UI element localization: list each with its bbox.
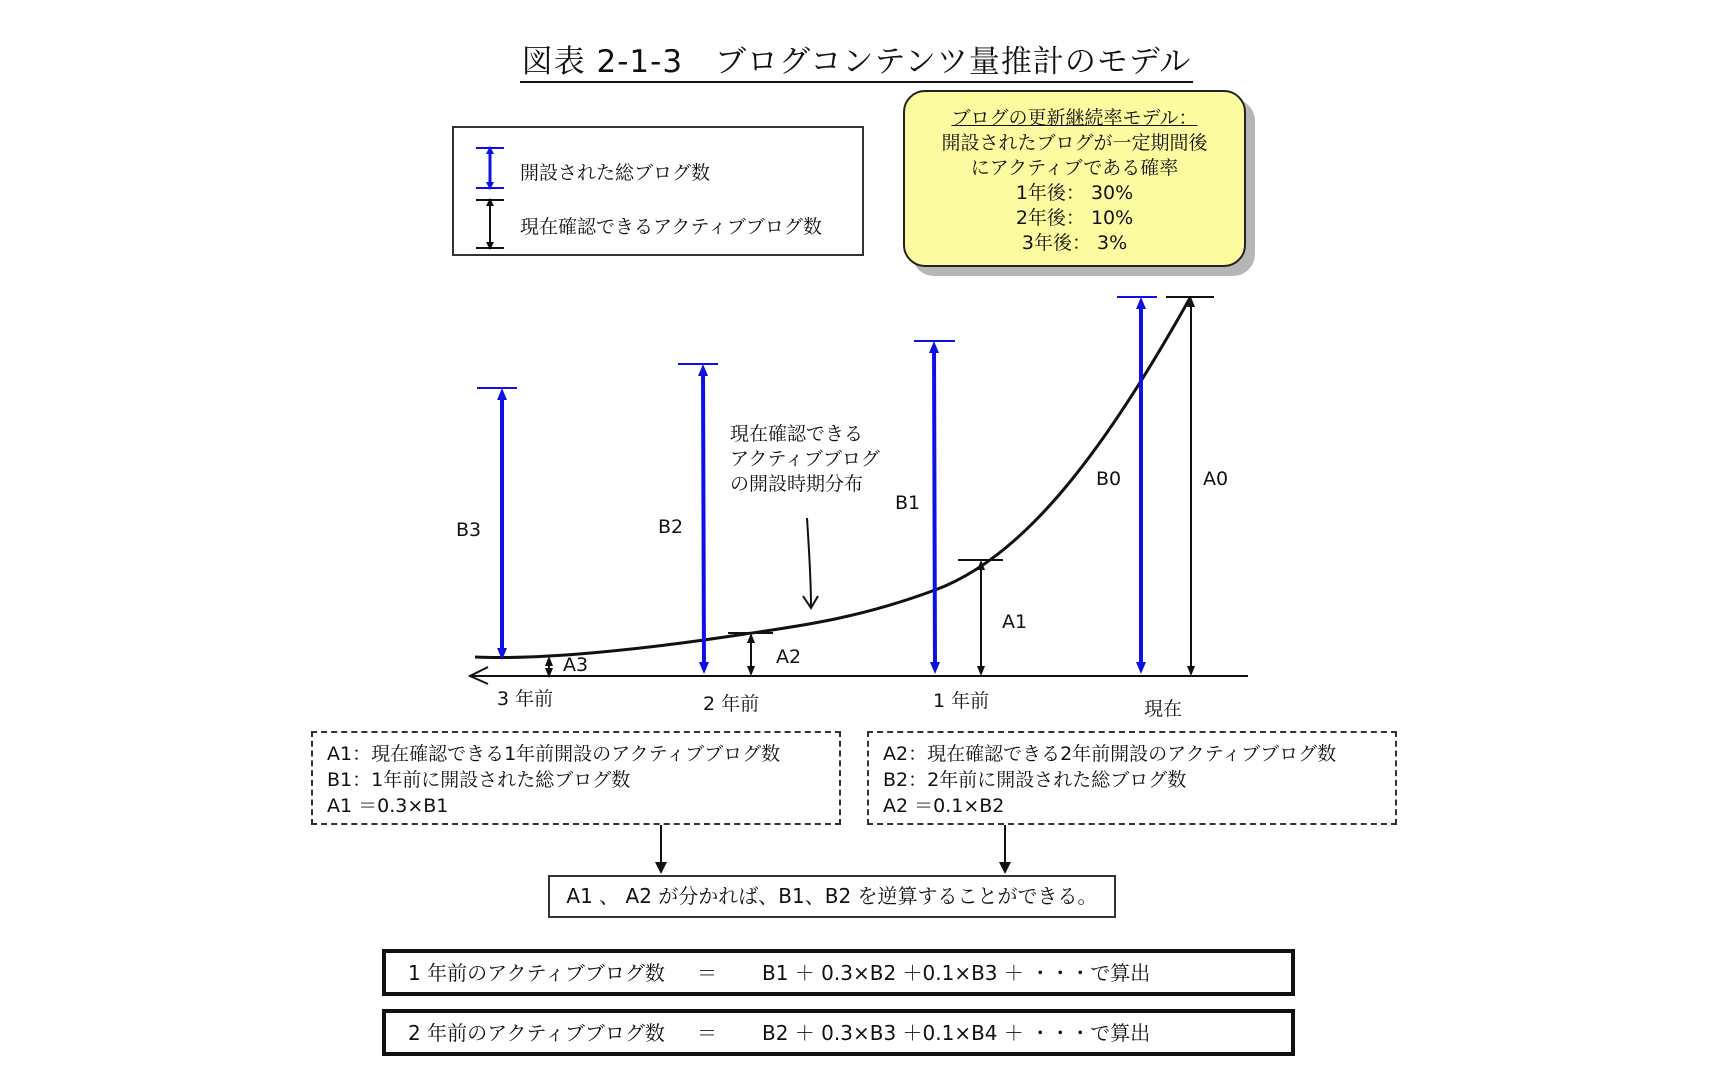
callout-heading: ブログの更新継続率モデル： — [951, 107, 1198, 129]
left-box-connector — [655, 825, 667, 874]
b3-arrow — [477, 388, 517, 654]
time-label-now: 現在 — [1144, 698, 1183, 720]
b1-arrow — [914, 341, 955, 668]
left-box-line3: A1 ＝0.3×B1 — [327, 795, 449, 817]
right-box-line3: A2 ＝0.1×B2 — [883, 795, 1005, 817]
left-box-line2: B1：1年前に開設された総ブログ数 — [327, 769, 631, 791]
a2-arrow — [728, 633, 773, 671]
a0-label: A0 — [1203, 468, 1229, 490]
explanation-box-right — [867, 731, 1397, 825]
a1-label: A1 — [1002, 611, 1028, 633]
time-label-1y: 1 年前 — [933, 690, 990, 712]
b2-label: B2 — [658, 516, 684, 538]
time-label-3y: 3 年前 — [497, 688, 554, 710]
b1-label: B1 — [895, 492, 921, 514]
callout-rate-1y: 1年後： 30% — [1015, 182, 1134, 204]
callout-rate-3y: 3年後： 3% — [1021, 232, 1128, 254]
note-pointer-arrow — [803, 518, 818, 608]
right-box-connector — [999, 825, 1011, 874]
formula-1y-equals: ＝ — [697, 961, 717, 985]
callout-line2: にアクティブである確率 — [970, 157, 1179, 179]
formula-1y-expression: B1 ＋ 0.3×B2 ＋0.1×B3 ＋ ・・・で算出 — [762, 961, 1151, 985]
curve-note-line1: 現在確認できる — [730, 423, 864, 445]
conclusion-text: A1 、 A2 が分かれば、B1、B2 を逆算することができる。 — [566, 884, 1098, 908]
legend-total-label: 開設された総ブログ数 — [520, 162, 711, 184]
a2-label: A2 — [776, 646, 802, 668]
time-label-2y: 2 年前 — [703, 693, 760, 715]
b0-arrow — [1117, 297, 1157, 668]
conclusion-box — [548, 875, 1116, 918]
curve-note — [730, 422, 880, 497]
b3-label: B3 — [456, 519, 482, 541]
right-box-line2: B2：2年前に開設された総ブログ数 — [883, 769, 1187, 791]
b0-label: B0 — [1096, 468, 1122, 490]
callout-rate-2y: 2年後： 10% — [1015, 207, 1134, 229]
right-box-line1: A2：現在確認できる2年前開設のアクティブブログ数 — [883, 743, 1337, 765]
figure-title: 図表 2-1-3 ブログコンテンツ量推計のモデル — [0, 36, 1713, 81]
a3-label: A3 — [563, 654, 589, 676]
formula-1y-label: 1 年前のアクティブブログ数 — [408, 961, 665, 985]
formula-2y-equals: ＝ — [697, 1021, 717, 1045]
b2-arrow — [678, 364, 718, 668]
formula-2y-expression: B2 ＋ 0.3×B3 ＋0.1×B4 ＋ ・・・で算出 — [762, 1021, 1151, 1045]
formula-box-2y — [382, 1009, 1295, 1056]
explanation-box-left — [311, 731, 841, 825]
callout-line1: 開設されたブログが一定期間後 — [941, 132, 1208, 154]
left-box-line1: A1：現在確認できる1年前開設のアクティブブログ数 — [327, 743, 781, 765]
formula-2y-label: 2 年前のアクティブブログ数 — [408, 1021, 665, 1045]
curve-note-line2: アクティブブログ — [730, 448, 880, 470]
curve-note-line3: の開設時期分布 — [730, 473, 864, 495]
formula-box-1y — [382, 949, 1295, 996]
legend-active-label: 現在確認できるアクティブブログ数 — [520, 216, 822, 238]
